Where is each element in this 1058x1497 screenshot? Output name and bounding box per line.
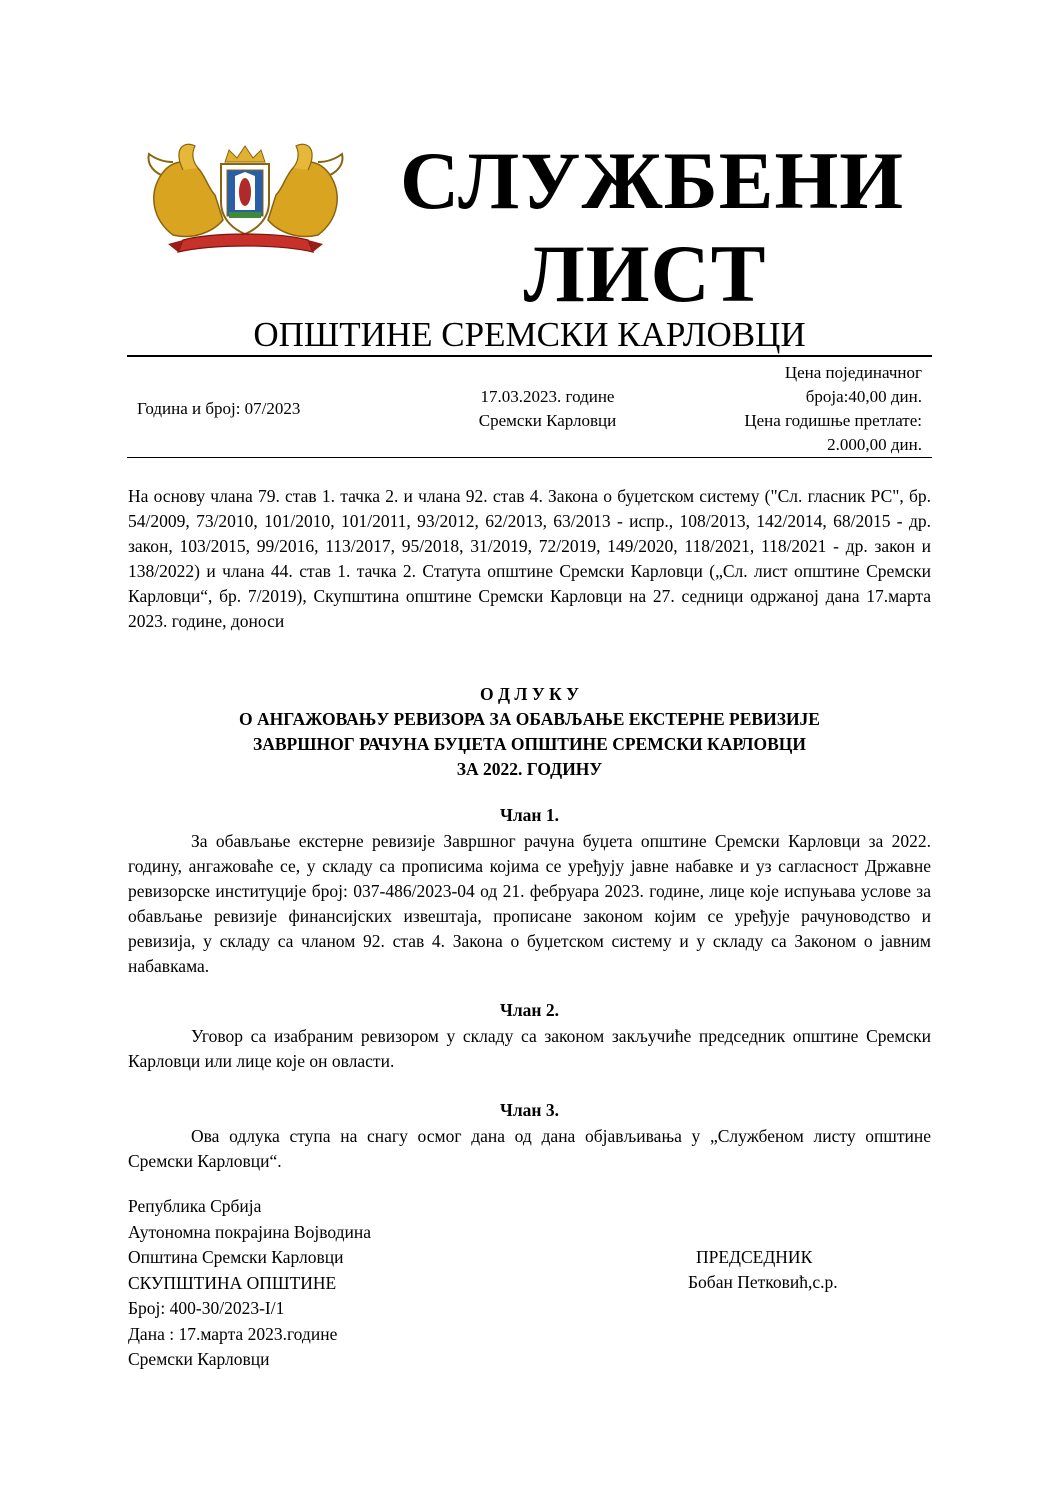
decision-title-line2: ЗАВРШНОГ РАЧУНА БУЏЕТА ОПШТИНЕ СРЕМСКИ КАРЛОВЦИ [253, 734, 806, 754]
article-3-text: Ова одлука ступа на снагу осмог дана од дана објављивања у „Службеном листу општине Сремски Карловци“. [128, 1126, 931, 1171]
price-single-line2: броја:40,00 дин. [805, 387, 922, 406]
article-2-text: Уговор са изабраним ревизором у складу са законом закључиће председник општине Сремски Карловци или лице које он овласти. [128, 1026, 931, 1071]
price-annual-line1: Цена годишње претлате: [744, 411, 922, 430]
preamble-paragraph: На основу члана 79. став 1. тачка 2. и члана 92. став 4. Закона о буџетском систему ("Сл. гласник РС", бр. 54/2009, 73/2010, 101/2010, 101/2011, 93/2012, 62/2013, 63/2013 - испр., 108/2013, 142/2014, 68/2015 - др. закон, 103/2015, 99/2016, 113/2017, 95/2018, 31/2019, 72/2019, 149/2020, 118/2021, 118/2021 - др. закон и 138/2022) и члана 44. став 1. тачка 2. Статута општине Сремски Карловци („Сл. лист општине Сремски Карловци“, бр. 7/2019), Скупштина општине Сремски Карловци на 27. седници одржаној дана 17.марта 2023. године, доноси [128, 486, 931, 631]
masthead-title-line2: ЛИСТ [523, 228, 767, 319]
masthead-subtitle: ОПШТИНЕ СРЕМСКИ КАРЛОВЦИ [253, 315, 806, 354]
decision-heading: О Д Л У К У [480, 684, 579, 704]
masthead-rule-bottom [127, 457, 932, 458]
coat-of-arms-emblem [143, 140, 348, 260]
decision-title-line1: О АНГАЖОВАЊУ РЕВИЗОРА ЗА ОБАВЉАЊЕ ЕКСТЕРНЕ РЕВИЗИЈЕ [239, 709, 820, 729]
article-1-heading: Члан 1. [500, 805, 559, 825]
footer-line-number: Број: 400-30/2023-I/1 [128, 1298, 285, 1318]
price-annual-line2: 2.000,00 дин. [827, 435, 922, 454]
footer-line-province: Аутономна покрајина Војводина [128, 1221, 371, 1242]
footer-line-assembly: СКУПШТИНА ОПШТИНЕ [128, 1272, 337, 1293]
issue-place: Сремски Карловци [478, 411, 617, 430]
decision-title-line3: ЗА 2022. ГОДИНУ [456, 759, 603, 779]
masthead-title-line1: СЛУЖБЕНИ [400, 135, 905, 226]
footer-line-date: Дана : 17.марта 2023.године [128, 1323, 338, 1344]
article-3-heading: Члан 3. [500, 1100, 559, 1120]
masthead-rule-top [127, 355, 932, 357]
footer-line-municipality: Општина Сремски Карловци [128, 1247, 344, 1267]
price-single-line1: Цена појединачног [784, 363, 922, 382]
issue-year-number: Година и број: 07/2023 [137, 399, 301, 418]
signer-title: ПРЕДСЕДНИК [696, 1247, 813, 1267]
footer-issuer-block [128, 1194, 578, 1373]
signer-name: Бобан Петковић,с.р. [688, 1272, 838, 1292]
footer-line-place: Сремски Карловци [128, 1349, 270, 1369]
article-2-heading: Члан 2. [500, 1000, 559, 1020]
footer-line-republic: Република Србија [128, 1196, 262, 1216]
issue-date: 17.03.2023. године [480, 387, 615, 406]
article-1-text: За обављање екстерне ревизије Завршног рачуна буџета општине Сремски Карловци за 2022. годину, ангажоваће се, у складу са прописима којима се уређују јавне набавке и уз сагласност Државне ревизорске институције број: 037-486/2023-04 од 21. фебруара 2023. године, лице које испуњава услове за обављање ревизије финансијских извештаја, прописане законом којим се уређује рачуноводство и ревизија, у складу са чланом 92. став 4. Закона о буџетском систему и у складу са Законом о јавним набавкама. [128, 831, 931, 976]
